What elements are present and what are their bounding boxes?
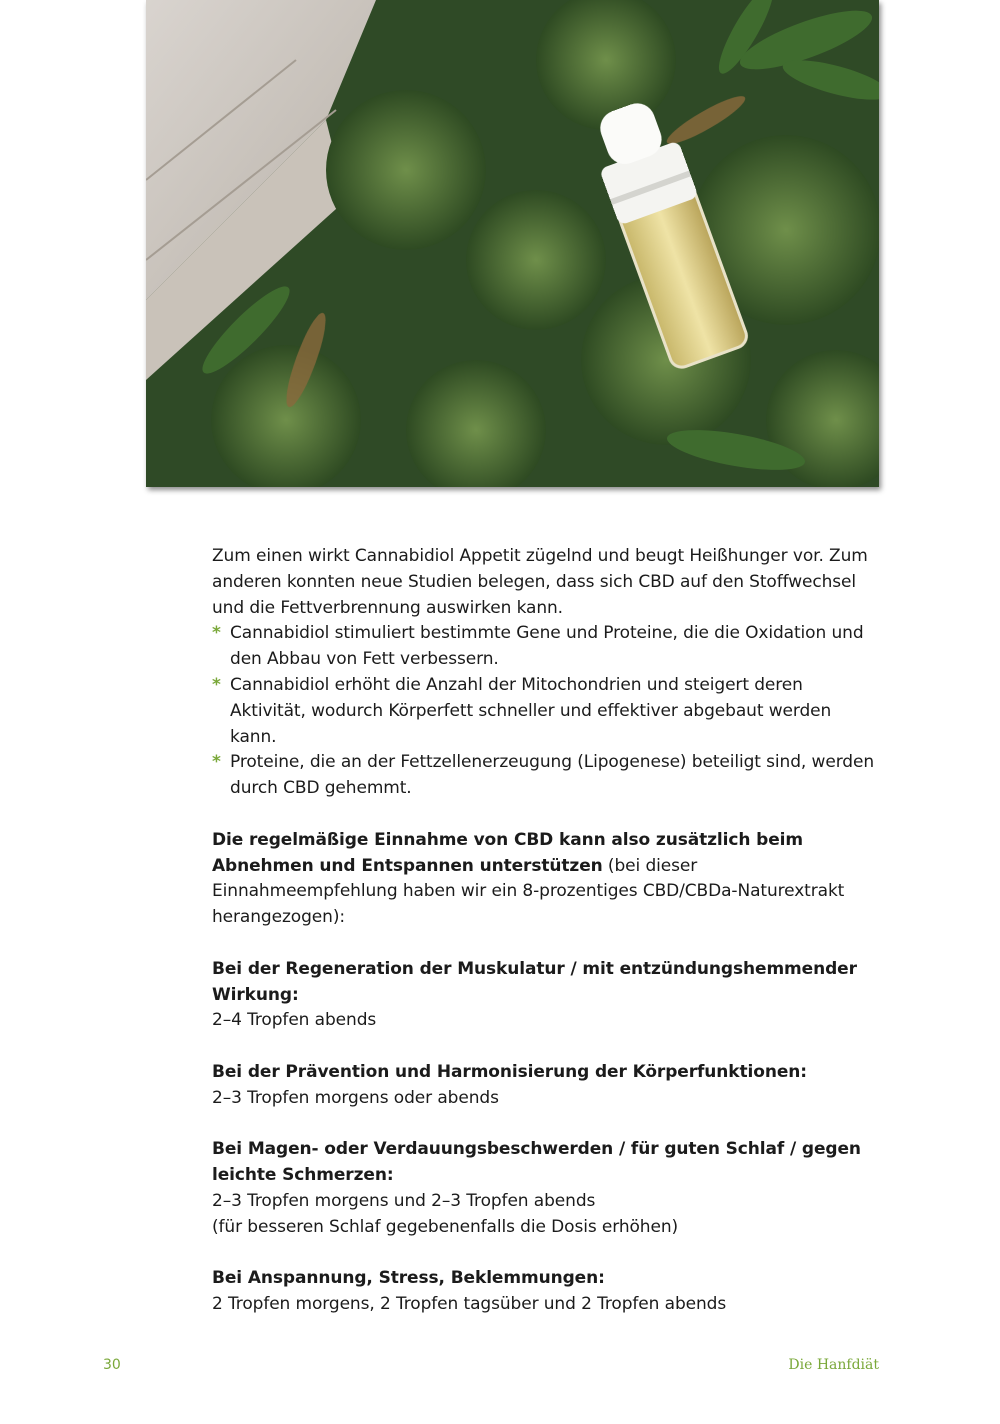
dosage-line: 2–3 Tropfen morgens oder abends [212, 1087, 499, 1108]
recommendation-paragraph [212, 828, 882, 931]
intro-paragraph: Zum einen wirkt Cannabidiol Appetit zügelnd und beugt Heißhunger vor. Zum anderen konnten neue Studien belegen, dass sich CBD auf den Stoffwechsel und die Fettverbrennung auswirken kann. [212, 546, 868, 618]
dosage-line: 2–3 Tropfen morgens und 2–3 Tropfen abends [212, 1190, 596, 1211]
book-title: Die Hanfdiät [788, 1357, 879, 1373]
list-item: * Cannabidiol stimuliert bestimmte Gene und Proteine, die die Oxidation und den Abbau von Fett verbessern. [212, 623, 864, 670]
dosage-line: 2–4 Tropfen abends [212, 1010, 377, 1031]
bullet-star-icon: * [212, 752, 221, 773]
recommendation-bold: Die regelmäßige Einnahme von CBD kann also zusätzlich beim Abnehmen und Entspannen unterstützen [212, 829, 804, 876]
bullet-star-icon: * [212, 623, 221, 644]
list-item: * Cannabidiol erhöht die Anzahl der Mitochondrien und steigert deren Aktivität, wodurch Körperfett schneller und effektiver abgebaut werden kann. [212, 674, 832, 747]
body-text [212, 544, 882, 1318]
page-number: 30 [103, 1357, 121, 1373]
list-item: * Proteine, die an der Fettzellenerzeugung (Lipogenese) beteiligt sind, werden durch CBD gehemmt. [212, 752, 875, 799]
cbd-oil-photo [146, 0, 879, 487]
dosage-line: 2 Tropfen morgens, 2 Tropfen tagsüber und 2 Tropfen abends [212, 1294, 727, 1315]
dosage-heading: Bei Magen- oder Verdauungsbeschwerden / für guten Schlaf / gegen leichte Schmerzen: [212, 1139, 861, 1186]
dosage-heading: Bei Anspannung, Stress, Beklemmungen: [212, 1268, 605, 1289]
bullet-star-icon: * [212, 674, 221, 695]
benefit-list [212, 621, 882, 802]
dosage-line: (für besseren Schlaf gegebenenfalls die Dosis erhöhen) [212, 1216, 679, 1237]
dosage-heading: Bei der Regeneration der Muskulatur / mit entzündungshemmender Wirkung: [212, 958, 857, 1005]
recommendation-rest: (bei dieser Einnahmeempfehlung haben wir ein 8-prozentiges CBD/CBDa-Naturextrakt herangezogen): [212, 855, 845, 928]
dosage-heading: Bei der Prävention und Harmonisierung der Körperfunktionen: [212, 1061, 807, 1082]
